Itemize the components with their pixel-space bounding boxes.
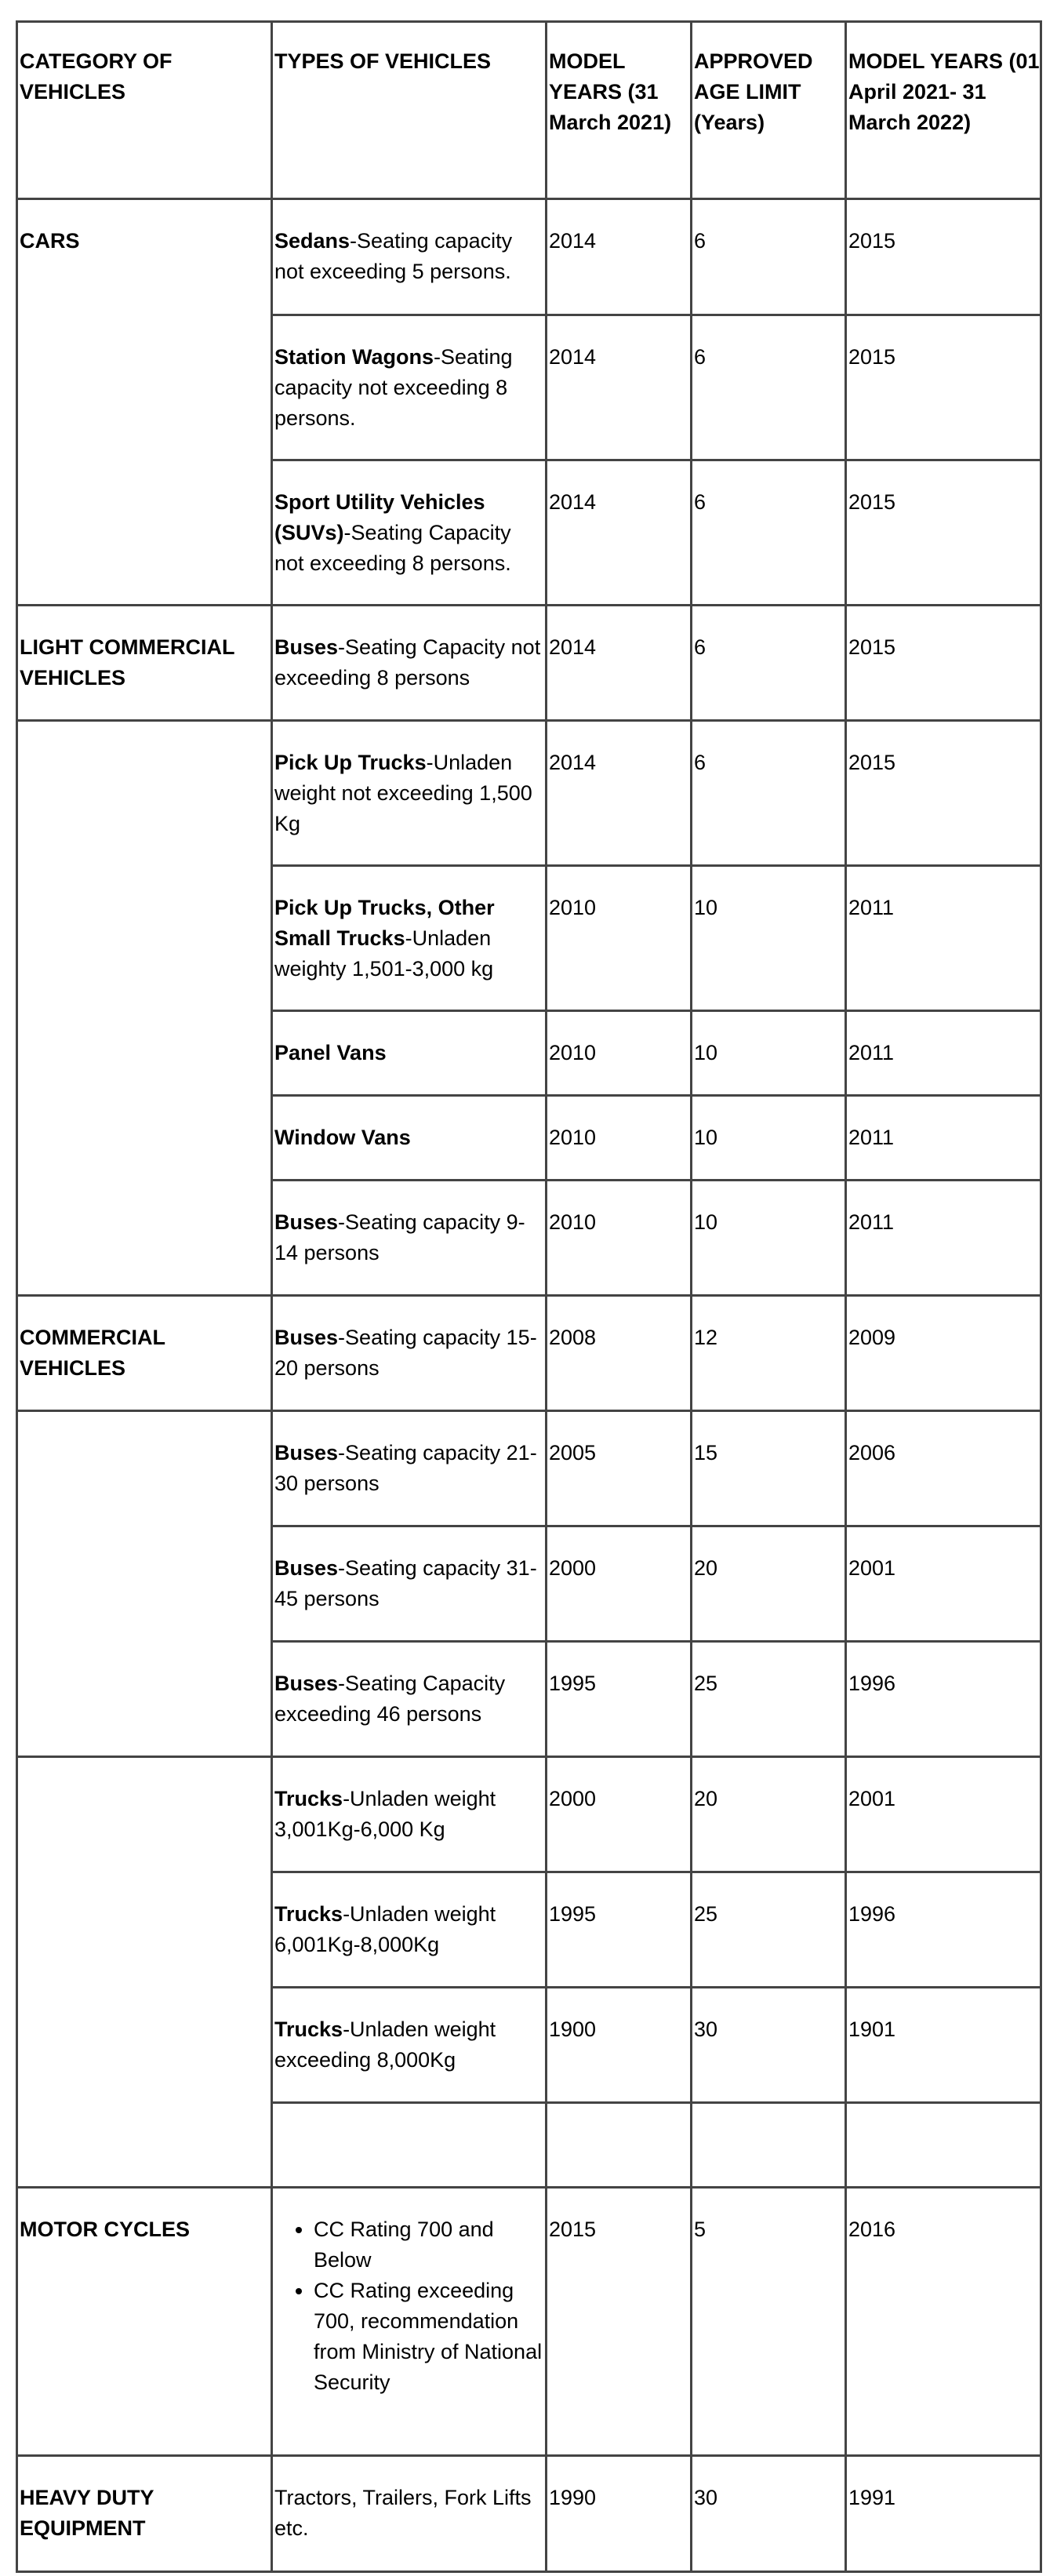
header-model-years-2021: MODEL YEARS (31 March 2021)	[547, 22, 692, 199]
type-cell	[272, 1296, 547, 1411]
model-2021-cell	[547, 2103, 692, 2188]
list-item: • CC Rating exceeding 700, recommendation from Ministry of National Security	[314, 2276, 545, 2398]
type-cell	[272, 2188, 547, 2456]
age-cell: 12	[692, 1296, 846, 1411]
category-cell: COMMERCIAL VEHICLES	[17, 1296, 272, 1411]
age-cell: 6	[692, 460, 846, 606]
model-2021-cell: 2005	[547, 1411, 692, 1526]
type-name: Buses	[274, 1672, 339, 1695]
type-cell	[272, 1872, 547, 1988]
model-2022-cell: 1996	[846, 1642, 1041, 1757]
table-row	[17, 1296, 1041, 1411]
type-name: Sedans	[274, 229, 351, 253]
age-cell: 30	[692, 1988, 846, 2103]
type-name: Pick Up Trucks	[274, 751, 427, 774]
category-cell: MOTOR CYCLES	[17, 2188, 272, 2456]
model-2021-cell: 2014	[547, 460, 692, 606]
type-name: Station Wagons	[274, 345, 434, 369]
model-2022-cell: 1901	[846, 1988, 1041, 2103]
model-2021-cell: 2010	[547, 1096, 692, 1181]
model-2022-cell: 2011	[846, 1096, 1041, 1181]
type-name: Pick Up Trucks, Other Small Trucks	[274, 896, 495, 950]
age-cell	[692, 2103, 846, 2188]
age-cell: 20	[692, 1757, 846, 1872]
type-cell	[272, 460, 547, 606]
age-cell: 6	[692, 606, 846, 721]
model-2022-cell: 2001	[846, 1757, 1041, 1872]
age-cell: 30	[692, 2456, 846, 2572]
model-2021-cell: 2014	[547, 199, 692, 315]
type-name: Buses	[274, 635, 339, 659]
model-2022-cell: 2011	[846, 866, 1041, 1011]
type-name: Trucks	[274, 1902, 343, 1926]
list-item: • CC Rating 700 and Below	[314, 2214, 545, 2276]
age-cell: 5	[692, 2188, 846, 2456]
age-cell: 6	[692, 199, 846, 315]
table-row	[17, 199, 1041, 315]
model-2021-cell: 2000	[547, 1757, 692, 1872]
age-cell: 10	[692, 866, 846, 1011]
category-cell: HEAVY DUTY EQUIPMENT	[17, 2456, 272, 2572]
type-detail: -Seating Capacity not exceeding 8 persons	[274, 635, 541, 689]
model-2022-cell: 2011	[846, 1011, 1041, 1096]
type-detail: -Seating capacity not exceeding 8 persons.	[274, 345, 513, 430]
type-cell	[272, 1181, 547, 1296]
type-cell	[272, 606, 547, 721]
header-model-years-2022: MODEL YEARS (01 April 2021- 31 March 2022)	[846, 22, 1041, 199]
model-2022-cell: 2015	[846, 721, 1041, 866]
age-cell: 25	[692, 1642, 846, 1757]
type-cell	[272, 1526, 547, 1642]
model-2021-cell: 1995	[547, 1642, 692, 1757]
category-cell: CARS	[17, 199, 272, 606]
model-2021-cell: 2014	[547, 315, 692, 460]
type-detail: -Seating Capacity exceeding 46 persons	[274, 1672, 506, 1726]
type-detail: -Unladen weighty 1,501-3,000 kg	[274, 926, 494, 981]
table-row	[17, 721, 1041, 866]
model-2021-cell: 2010	[547, 1181, 692, 1296]
type-name: Trucks	[274, 2018, 343, 2041]
model-2022-cell: 2015	[846, 606, 1041, 721]
model-2021-cell: 2010	[547, 866, 692, 1011]
model-2022-cell: 2011	[846, 1181, 1041, 1296]
model-2022-cell: 2015	[846, 315, 1041, 460]
model-2021-cell: 1990	[547, 2456, 692, 2572]
table-row	[17, 2188, 1041, 2456]
type-cell	[272, 1988, 547, 2103]
table-row	[17, 2456, 1041, 2572]
model-2022-cell: 1996	[846, 1872, 1041, 1988]
type-cell	[272, 1642, 547, 1757]
header-category: CATEGORY OF VEHICLES	[17, 22, 272, 199]
type-name: Buses	[274, 1326, 339, 1349]
category-cell	[17, 1411, 272, 1757]
type-cell	[272, 199, 547, 315]
model-2022-cell: 2015	[846, 460, 1041, 606]
type-cell	[272, 1011, 547, 1096]
cc-rating-list	[274, 2214, 545, 2398]
header-types: TYPES OF VEHICLES	[272, 22, 547, 199]
model-2021-cell: 2014	[547, 606, 692, 721]
age-cell: 15	[692, 1411, 846, 1526]
type-detail: -Seating Capacity not exceeding 8 persons.	[274, 521, 511, 575]
type-detail: -Unladen weight exceeding 8,000Kg	[274, 2018, 496, 2072]
model-2022-cell: 2001	[846, 1526, 1041, 1642]
age-cell: 25	[692, 1872, 846, 1988]
model-2022-cell	[846, 2103, 1041, 2188]
model-2022-cell: 2006	[846, 1411, 1041, 1526]
type-detail: -Seating capacity 21-30 persons	[274, 1441, 537, 1495]
category-cell: LIGHT COMMERCIAL VEHICLES	[17, 606, 272, 721]
type-detail: -Unladen weight not exceeding 1,500 Kg	[274, 751, 532, 835]
age-cell: 6	[692, 721, 846, 866]
model-2021-cell: 1995	[547, 1872, 692, 1988]
model-2021-cell: 2008	[547, 1296, 692, 1411]
type-name: Window Vans	[274, 1126, 411, 1149]
type-cell	[272, 721, 547, 866]
model-2021-cell: 1900	[547, 1988, 692, 2103]
table-row	[17, 606, 1041, 721]
type-detail: -Unladen weight 3,001Kg-6,000 Kg	[274, 1787, 496, 1841]
model-2022-cell: 2016	[846, 2188, 1041, 2456]
age-cell: 10	[692, 1181, 846, 1296]
age-cell: 20	[692, 1526, 846, 1642]
model-2022-cell: 2009	[846, 1296, 1041, 1411]
model-2021-cell: 2000	[547, 1526, 692, 1642]
model-2021-cell: 2014	[547, 721, 692, 866]
type-name: Panel Vans	[274, 1041, 387, 1064]
header-age-limit: APPROVED AGE LIMIT (Years)	[692, 22, 846, 199]
type-cell	[272, 1757, 547, 1872]
category-cell	[17, 1757, 272, 2188]
model-2022-cell: 2015	[846, 199, 1041, 315]
table-row	[17, 1411, 1041, 1526]
type-name: Sport Utility Vehicles (SUVs)	[274, 490, 485, 544]
age-cell: 10	[692, 1096, 846, 1181]
header-row	[17, 22, 1041, 199]
type-name: Trucks	[274, 1787, 343, 1810]
type-detail: -Unladen weight 6,001Kg-8,000Kg	[274, 1902, 496, 1956]
type-name: Buses	[274, 1441, 339, 1464]
model-2021-cell: 2010	[547, 1011, 692, 1096]
type-cell	[272, 1411, 547, 1526]
type-cell	[272, 2103, 547, 2188]
model-2022-cell: 1991	[846, 2456, 1041, 2572]
type-detail: -Seating capacity 31-45 persons	[274, 1556, 537, 1610]
type-cell	[272, 315, 547, 460]
type-cell: Tractors, Trailers, Fork Lifts etc.	[272, 2456, 547, 2572]
type-detail: -Seating capacity not exceeding 5 persons.	[274, 229, 513, 283]
table-row	[17, 1757, 1041, 1872]
vehicle-age-limit-table	[16, 20, 1042, 2573]
age-cell: 10	[692, 1011, 846, 1096]
model-2021-cell: 2015	[547, 2188, 692, 2456]
type-name: Buses	[274, 1556, 339, 1580]
type-detail: -Seating capacity 9-14 persons	[274, 1210, 525, 1264]
type-name: Buses	[274, 1210, 339, 1234]
type-detail: -Seating capacity 15-20 persons	[274, 1326, 537, 1380]
category-cell	[17, 721, 272, 1296]
type-cell	[272, 1096, 547, 1181]
type-cell	[272, 866, 547, 1011]
age-cell: 6	[692, 315, 846, 460]
